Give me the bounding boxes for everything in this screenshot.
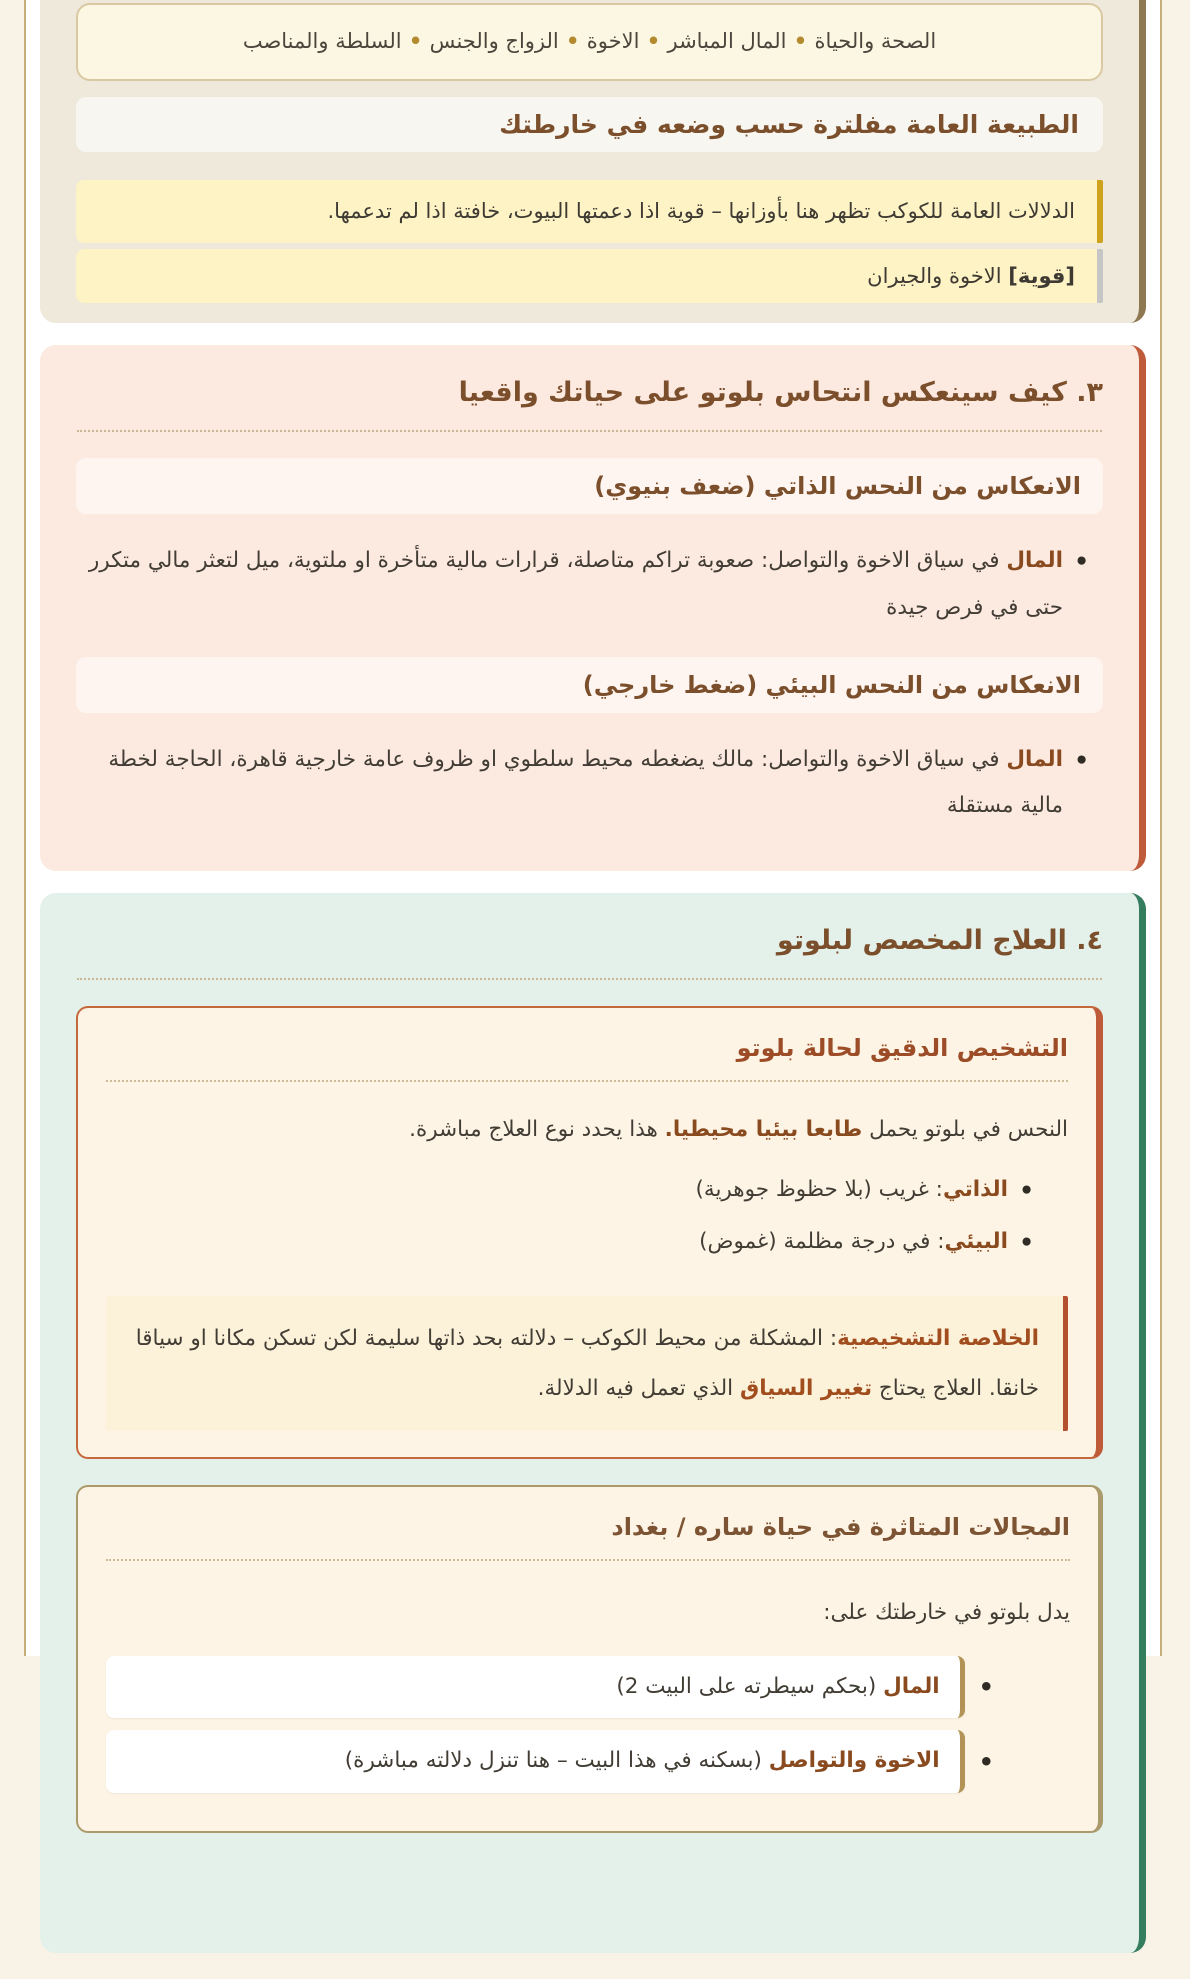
bullet-lead: الاخوة والتواصل [768, 1748, 940, 1774]
bullet-lead: الذاتي [942, 1177, 1008, 1203]
section-remedy [40, 893, 1146, 1953]
affected-areas-list [106, 1656, 1070, 1793]
domain-label: السلطة والمناصب [242, 29, 402, 53]
bullet-separator: • [786, 29, 815, 53]
domain-label: الاخوة [586, 29, 640, 53]
diagnosis-list [106, 1165, 1068, 1266]
affected-areas-intro: يدل بلوتو في خارطتك على: [823, 1600, 1070, 1626]
affected-areas-title: المجالات المتاثرة في حياة ساره / بغداد [106, 1509, 1070, 1561]
diagnosis-intro [106, 1108, 1068, 1151]
bullet-separator: • [639, 29, 668, 53]
bullet-text: (بحكم سيطرته على البيت 2) [616, 1674, 884, 1700]
bullet-text: في سياق الاخوة والتواصل: صعوبة تراكم متاصلة، قرارات مالية متأخرة او ملتوية، ميل لتعثر مالي متكرر حتى في فرص جيدة [88, 548, 1063, 620]
bullet-lead: المال [1006, 746, 1063, 772]
summary-text: : المشكلة من محيط الكوكب – دلالته بحد ذاتها سليمة لكن تسكن مكانا او سياقا خانقا. العلاج يحتاج [135, 1326, 1039, 1401]
strength-indication-box [76, 249, 1103, 303]
bullet-lead: المال [1006, 548, 1063, 574]
list-item [106, 1730, 994, 1792]
summary-text: الذي تعمل فيه الدلالة. [537, 1375, 740, 1401]
section-impact-title: ٣. كيف سينعكس انتحاس بلوتو على حياتك واقعيا [458, 377, 1103, 409]
strength-label: الاخوة والجيران [867, 264, 1009, 289]
diagnosis-summary-quote [106, 1296, 1068, 1431]
summary-bold: تغيير السياق [740, 1375, 873, 1401]
bullet-text: : غريب (بلا حظوظ جوهرية) [695, 1177, 943, 1203]
affected-areas-card [76, 1485, 1103, 1833]
list-item [106, 1165, 1034, 1214]
bullet-text: في سياق الاخوة والتواصل: مالك يضغطه محيط سلطوي او ظروف عامة خارجية قاهرة، الحاجة لخطة مالية مستقلة [108, 746, 1063, 818]
bullet-icon: • [978, 1747, 994, 1776]
dotted-divider [77, 978, 1102, 980]
summary-lead: الخلاصة التشخيصية [837, 1326, 1039, 1352]
list-item [76, 737, 1089, 829]
intro-text: النحس في بلوتو يحمل [862, 1117, 1068, 1143]
intro-bold: طابعا بيئيا محيطيا. [664, 1117, 863, 1143]
list-item [106, 1217, 1034, 1266]
section-impact [40, 345, 1146, 871]
bullet-separator: • [558, 29, 587, 53]
bullet-text: (بسكنه في هذا البيت – هنا تنزل دلالته مباشرة) [344, 1748, 769, 1774]
domain-label: الزواج والجنس [429, 29, 559, 53]
dotted-divider [77, 430, 1102, 432]
planet-domains-box [76, 3, 1103, 81]
list-item [76, 538, 1089, 630]
bullet-icon: • [978, 1673, 994, 1702]
diagnosis-card-title: التشخيص الدقيق لحالة بلوتو [106, 1030, 1068, 1082]
bullet-separator: • [401, 29, 430, 53]
self-affliction-list [76, 538, 1103, 630]
domain-label: المال المباشر [667, 29, 787, 53]
general-indications-note: الدلالات العامة للكوكب تظهر هنا بأوزانها – قوية اذا دعمتها البيوت، خافتة اذا لم تدعمها. [76, 180, 1103, 244]
environmental-affliction-heading: الانعكاس من النحس البيئي (ضغط خارجي) [76, 657, 1103, 713]
domain-label: الصحة والحياة [814, 29, 937, 53]
general-nature-heading: الطبيعة العامة مفلترة حسب وضعه في خارطتك [76, 97, 1103, 152]
bullet-lead: المال [883, 1674, 940, 1700]
area-pill-siblings [106, 1730, 965, 1792]
strength-tag: [قوية] [1008, 264, 1075, 289]
diagnosis-card [76, 1006, 1103, 1459]
report-frame [24, 0, 1162, 1776]
bullet-lead: البيئي [944, 1228, 1008, 1254]
self-affliction-heading: الانعكاس من النحس الذاتي (ضعف بنيوي) [76, 458, 1103, 514]
bullet-text: : في درجة مظلمة (غموض) [699, 1228, 945, 1254]
intro-text: هذا يحدد نوع العلاج مباشرة. [409, 1117, 665, 1143]
area-pill-money [106, 1656, 965, 1718]
list-item [106, 1656, 994, 1718]
section-general-nature [40, 0, 1146, 323]
environmental-affliction-list [76, 737, 1103, 829]
section-remedy-title: ٤. العلاج المخصص لبلوتو [776, 925, 1103, 957]
